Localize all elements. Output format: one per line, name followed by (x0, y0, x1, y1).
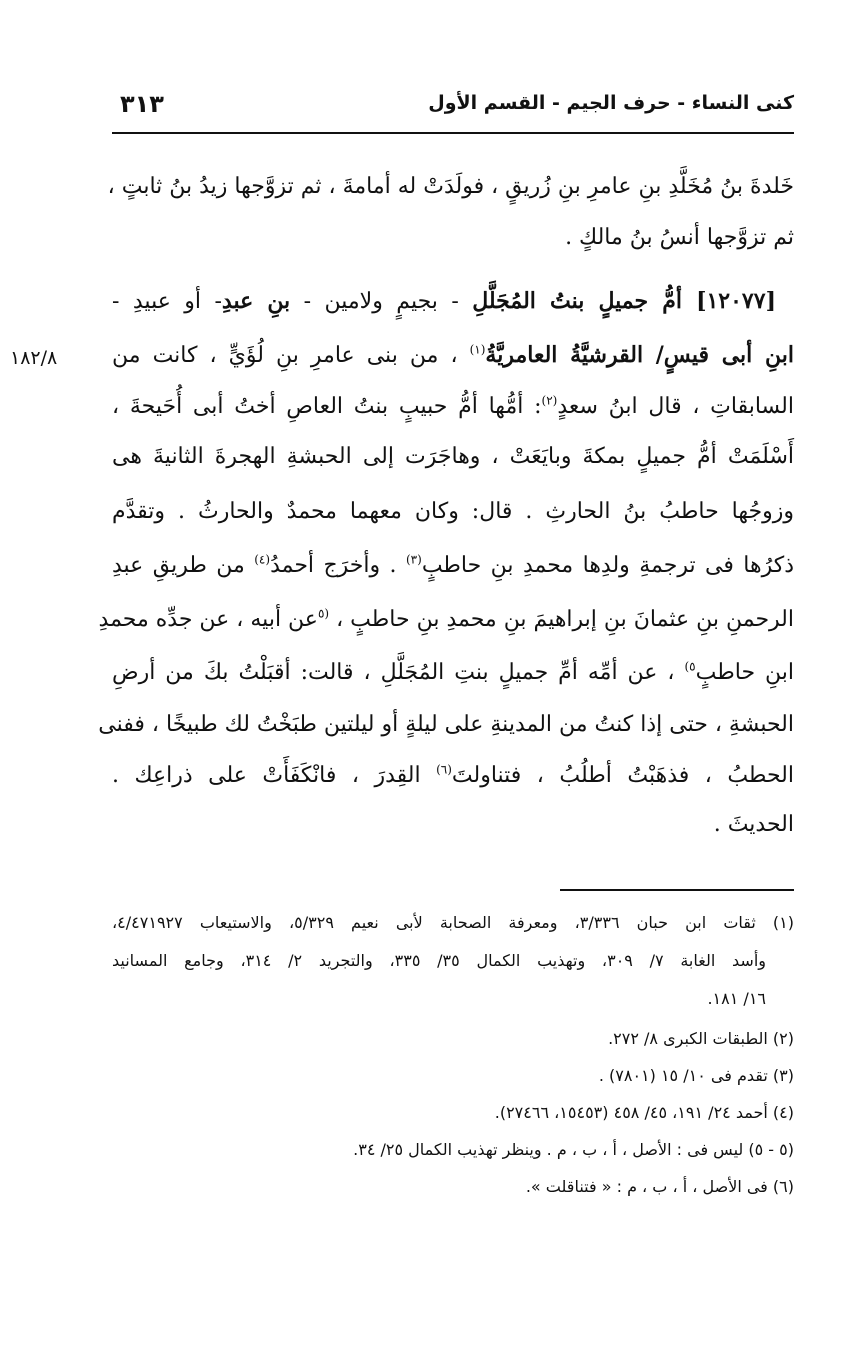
footnote-ref-5-end: ٥) (684, 659, 696, 674)
footnote-ref-6: (٦) (436, 762, 452, 777)
text-line-7: وزوجُها حاطبُ بنُ الحارثِ . قال: وكان معهما محمدٌ والحارثُ . وتقدَّم (112, 499, 794, 524)
footnote-6: (٦) فى الأصل ، أ ، ب ، م : « فتناقلت ». (525, 1177, 794, 1196)
footnote-1: (١) ثقات ابن حبان ٣/٣٣٦، ومعرفة الصحابة لأبى نعيم ٥/٣٢٩، والاستيعاب ٤/٤٧١٩٢٧، (112, 913, 795, 932)
page-header (112, 88, 794, 132)
footnote-ref-2: (٢) (541, 393, 558, 408)
footnote-4: (٤) أحمد ٢٤/ ١٩١، ٤٥/ ٤٥٨ (١٥٤٥٣، ٢٧٤٦٦). (494, 1103, 794, 1122)
footnote-separator (560, 889, 794, 891)
text-line-10: ابنِ حاطبٍ$^{٥)}$ ، عن أمِّه أمِّ جميلٍ بنتِ المُجَلَّلِ ، قالت: أقبَلْتُ بكَ من أرضِ (112, 659, 794, 685)
footnote-5: (٥ - ٥) ليس فى : الأصل ، أ ، ب ، م . وينظر تهذيب الكمال ٢٥/ ٣٤. (353, 1140, 794, 1159)
text-line-5: السابقاتِ ، قال ابنُ سعدٍ$^{(٢)}$: أمُّها أمُّ حبيبٍ بنتُ العاصِ أختُ أبى أُحَيحةَ ، (112, 393, 794, 419)
page-number: ٣١٣ (120, 90, 164, 118)
text-line-2: ثم تزوَّجها أنسُ بنُ مالكٍ . (565, 225, 794, 250)
text-line-12: الحطبُ ، فذهَبْتُ أطلُبُ ، فتناولتَ$^{(٦)}$ القِدرَ ، فانْكَفَأَتْ على ذراعِك . (112, 762, 794, 788)
text-line-13: الحديثَ . (713, 812, 794, 837)
text-line-11: الحبشةِ ، حتى إذا كنتُ من المدينةِ على ليلةٍ أو ليلتين طبَخْتُ لك طبيخًا ، ففنى (98, 712, 794, 737)
text-line-6: أَسْلَمَتْ أمُّ جميلٍ بمكةَ وبايَعَتْ ، وهاجَرَت إلى الحبشةِ الهجرةَ الثانيةَ هى (112, 444, 794, 469)
footnote-2: (٢) الطبقات الكبرى ٨/ ٢٧٢. (608, 1029, 794, 1048)
text-line-8: ذكرُها فى ترجمةِ ولدِها محمدِ بنِ حاطبٍ$^{(٣)}$ . وأخرَج أحمدُ$^{(٤)}$ من طريقِ عبدِ (112, 552, 794, 578)
header-rule (112, 132, 794, 134)
footnote-ref-4: (٤) (254, 552, 271, 567)
margin-reference: ١٨٢/٨ (10, 347, 58, 369)
text-line-4: ابنِ أبى قيسٍ/ القرشيَّةُ العامريَّةُ$^{(١)}$ ، من بنى عامرِ بنِ لُؤَيٍّ ، كانت من (112, 342, 794, 368)
text-line-9: الرحمنِ بنِ عثمانَ بنِ إبراهيمَ بنِ محمدِ بنِ حاطبٍ ، $^{(٥}$عن أبيه ، عن جدِّه محمدِ (98, 606, 794, 632)
footnote-1-cont: وأسد الغابة ٧/ ٣٠٩، وتهذيب الكمال ٣٥/ ٣٣٥، والتجريد ٢/ ٣١٤، وجامع المسانيد (112, 951, 766, 970)
running-title: كنى النساء - حرف الجيم - القسم الأول (428, 92, 794, 114)
footnote-ref-5-start: (٥ (317, 606, 330, 621)
entry-heading-line: [١٢٠٧٧] أمُّ جميلٍ بنتُ المُجَلَّلِ - بجيمٍ ولامين - بنِ عبدِ- أو عبيدِ - (112, 288, 776, 314)
footnote-3: (٣) تقدم فى ١٠/ ١٥ (٧٨٠١) . (598, 1066, 794, 1085)
text-line-1: خَلدةَ بنُ مُخَلَّدِ بنِ عامرِ بنِ زُريقٍ ، فولَدَتْ له أمامةَ ، ثم تزوَّجها زيدُ بنُ ثابتٍ ، (107, 174, 794, 199)
footnote-1-end: ١٦/ ١٨١. (707, 989, 766, 1008)
entry-heading: [١٢٠٧٧] أمُّ جميلٍ بنتُ المُجَلَّلِ (472, 288, 776, 314)
footnote-ref-1: (١) (469, 342, 486, 357)
footnote-ref-3: (٣) (405, 552, 422, 567)
